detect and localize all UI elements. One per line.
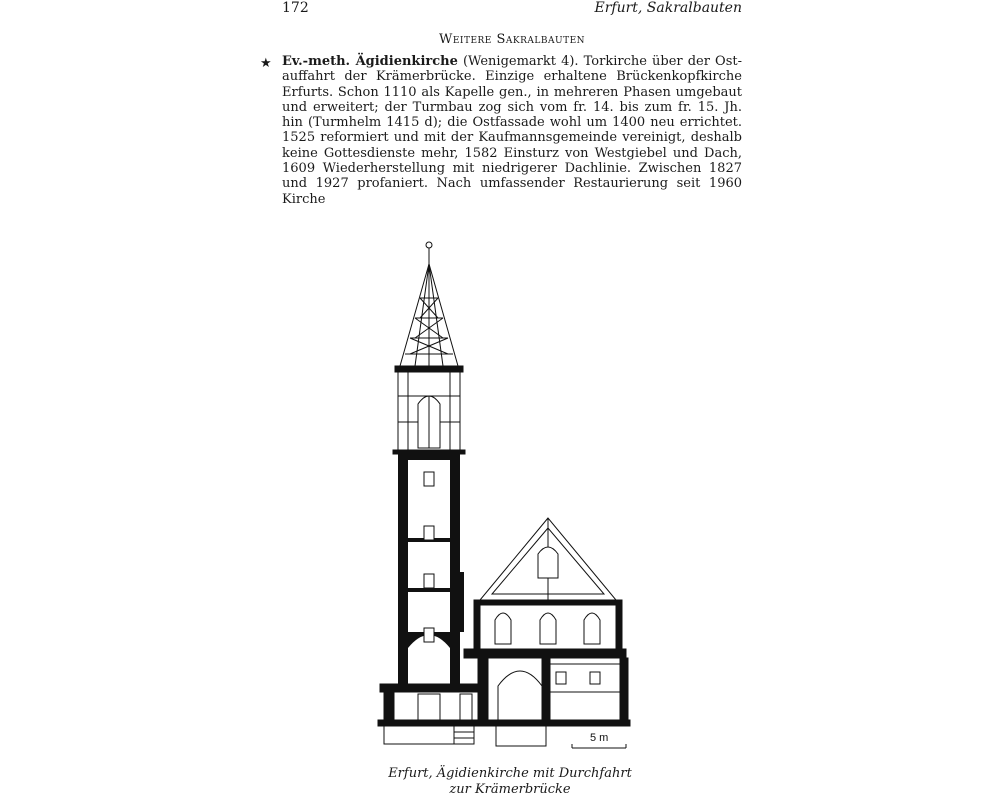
spire: [400, 242, 458, 366]
belfry: [393, 366, 465, 454]
caption-line-1: Erfurt, Ägidienkirche mit Durchfahrt: [388, 766, 632, 781]
entry-line-5: hin (Turmhelm 1415 d); die Ostfassade wohl um 1400 neu errichtet.: [282, 115, 742, 131]
entry-line-2: auffahrt der Krämerbrücke. Einzige erhaltene Brückenkopfkirche: [282, 69, 742, 85]
page-number: 172: [282, 0, 309, 16]
church-section-drawing: [360, 236, 640, 756]
entry-line-1: (Wenigemarkt 4). Torkirche über der Ost-: [462, 54, 742, 69]
entry-text: [282, 54, 742, 207]
entry-line-4: und erweitert; der Turmbau zog sich vom fr. 14. bis zum fr. 15. Jh.: [282, 99, 742, 115]
tower-shaft: [398, 454, 464, 684]
figure-caption: [300, 766, 720, 798]
section-heading: Weitere Sakralbauten: [438, 32, 586, 47]
entry-line-7: keine Gottesdienste mehr, 1582 Einsturz von Westgiebel und Dach,: [282, 145, 742, 161]
nave: [464, 518, 626, 658]
entry-title: Ev.-meth. Ägidienkirche: [282, 54, 458, 69]
entry-line-3: Erfurts. Schon 1110 als Kapelle gen., in mehreren Phasen umgebaut: [282, 84, 742, 100]
star-icon: ★: [260, 56, 272, 71]
entry-line-8: 1609 Wiederherstellung mit niedrigerer Dachlinie. Zwischen 1827 und: [282, 161, 742, 192]
caption-line-2: zur Krämerbrücke: [449, 782, 571, 797]
entry-line-6: 1525 reformiert und mit der Kaufmannsgemeinde vereinigt, deshalb: [282, 130, 742, 146]
scale-label: 5 m: [590, 732, 609, 744]
scale-bar: [572, 744, 626, 748]
entry-line-9: 1927 profaniert. Nach umfassender Restaurierung seit 1960 Kirche: [282, 176, 743, 207]
running-title: Erfurt, Sakralbauten: [594, 0, 742, 16]
